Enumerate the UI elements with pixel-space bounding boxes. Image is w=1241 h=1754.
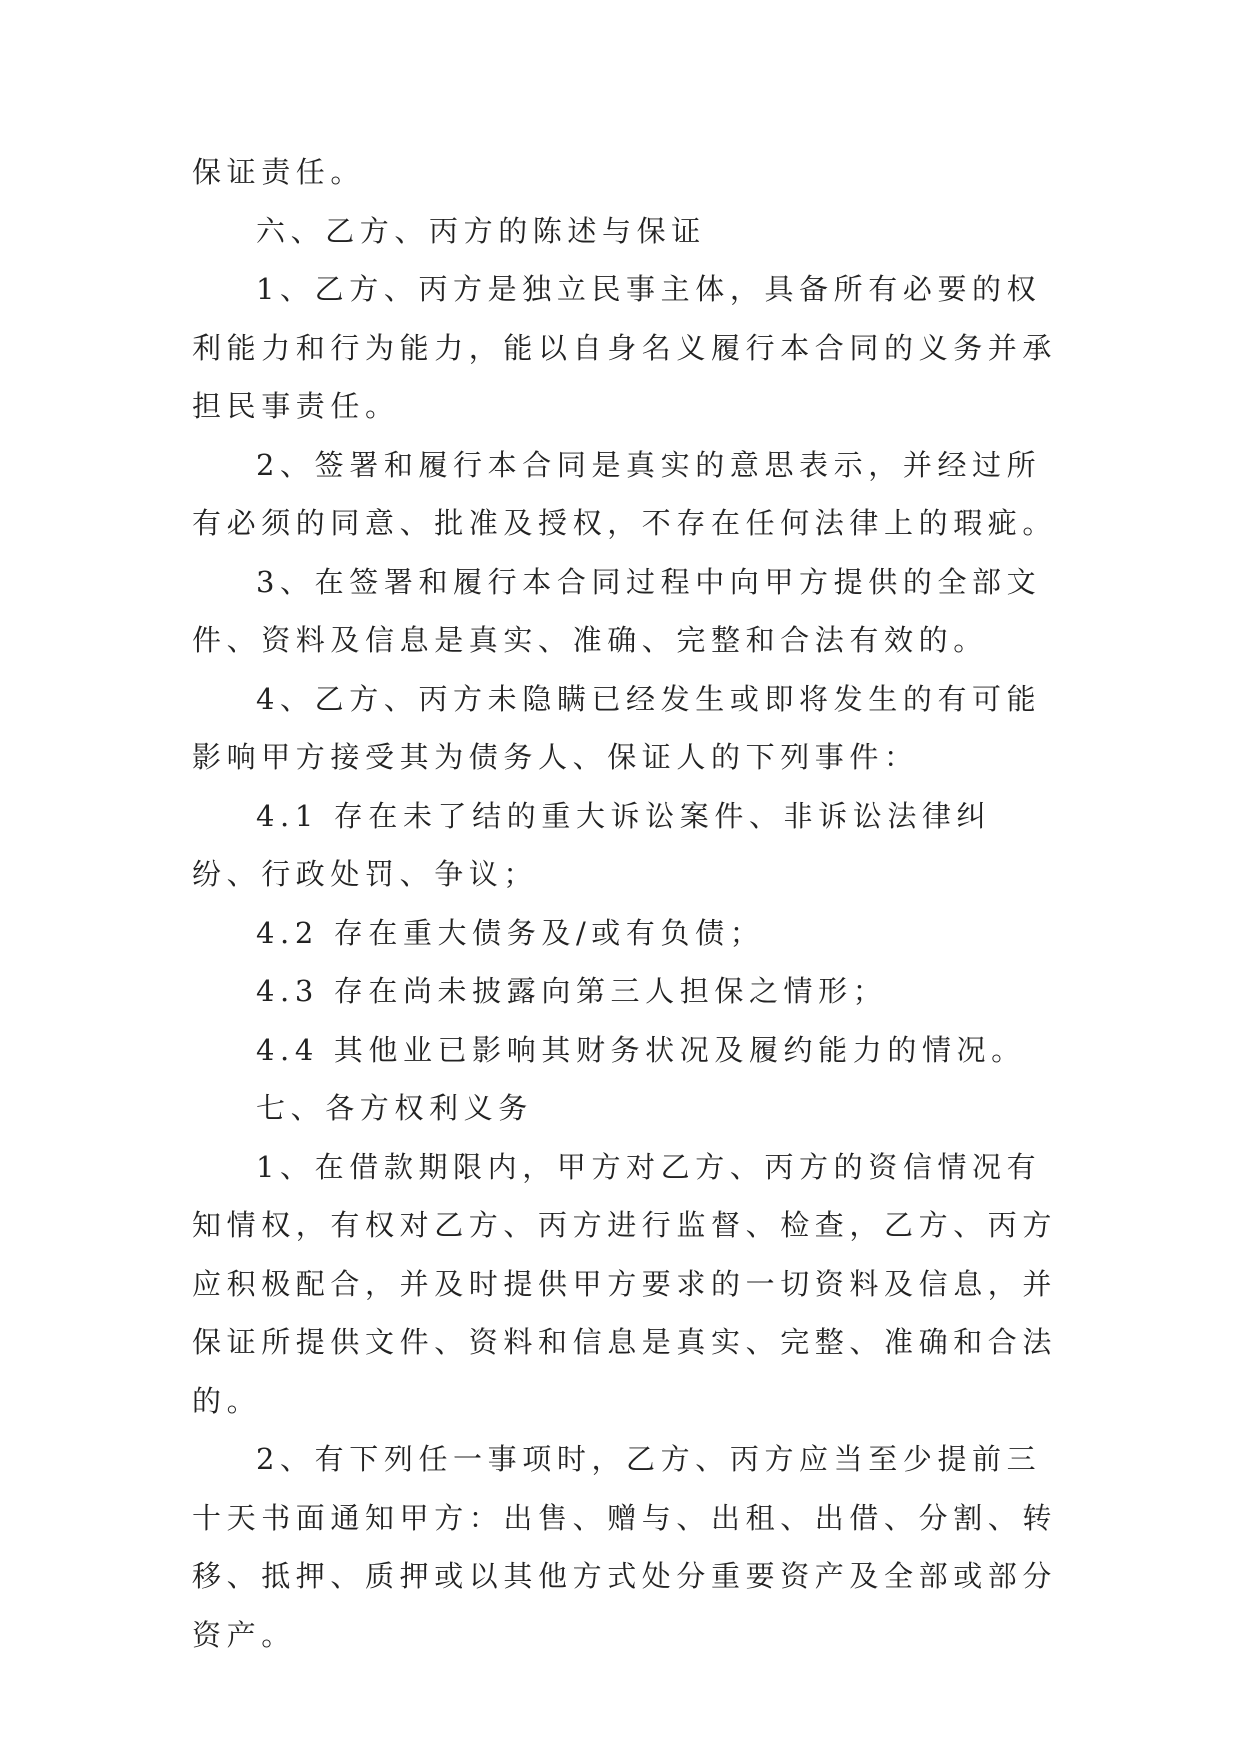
paragraph-6-4-4: 4.4 其他业已影响其财务状况及履约能力的情况。 <box>256 1032 1026 1067</box>
paragraph-6-4: 4、乙方、丙方未隐瞒已经发生或即将发生的有可能影响甲方接受其为债务人、保证人的下列事件： <box>192 681 1042 774</box>
paragraph-6-4-1: 4.1 存在未了结的重大诉讼案件、非诉讼法律纠纷、行政处罚、争议； <box>192 798 992 891</box>
paragraph-6-4-2: 4.2 存在重大债务及/或有负债； <box>256 915 765 950</box>
paragraph-7-1: 1、在借款期限内，甲方对乙方、丙方的资信情况有知情权，有权对乙方、丙方进行监督、检查，乙方、丙方应积极配合，并及时提供甲方要求的一切资料及信息，并保证所提供文件、资料和信息是真实、完整、准确和合法的。 <box>192 1149 1058 1418</box>
paragraph-7-2: 2、有下列任一事项时，乙方、丙方应当至少提前三十天书面通知甲方：出售、赠与、出租、出借、分割、转移、抵押、质押或以其他方式处分重要资产及全部或部分资产。 <box>192 1442 1058 1652</box>
paragraph-6-1: 1、乙方、丙方是独立民事主体，具备所有必要的权利能力和行为能力，能以自身名义履行本合同的义务并承担民事责任。 <box>192 272 1058 423</box>
section-heading-6: 六、乙方、丙方的陈述与保证 <box>256 213 706 248</box>
paragraph-continuation: 保证责任。 <box>192 155 366 189</box>
document-page <box>192 143 1060 1664</box>
paragraph-6-3: 3、在签署和履行本合同过程中向甲方提供的全部文件、资料及信息是真实、准确、完整和合法有效的。 <box>192 564 1042 657</box>
section-heading-7: 七、各方权利义务 <box>256 1091 533 1125</box>
paragraph-6-4-3: 4.3 存在尚未披露向第三人担保之情形； <box>256 974 888 1008</box>
paragraph-6-2: 2、签署和履行本合同是真实的意思表示，并经过所有必须的同意、批准及授权，不存在任何法律上的瑕疵。 <box>192 447 1058 540</box>
